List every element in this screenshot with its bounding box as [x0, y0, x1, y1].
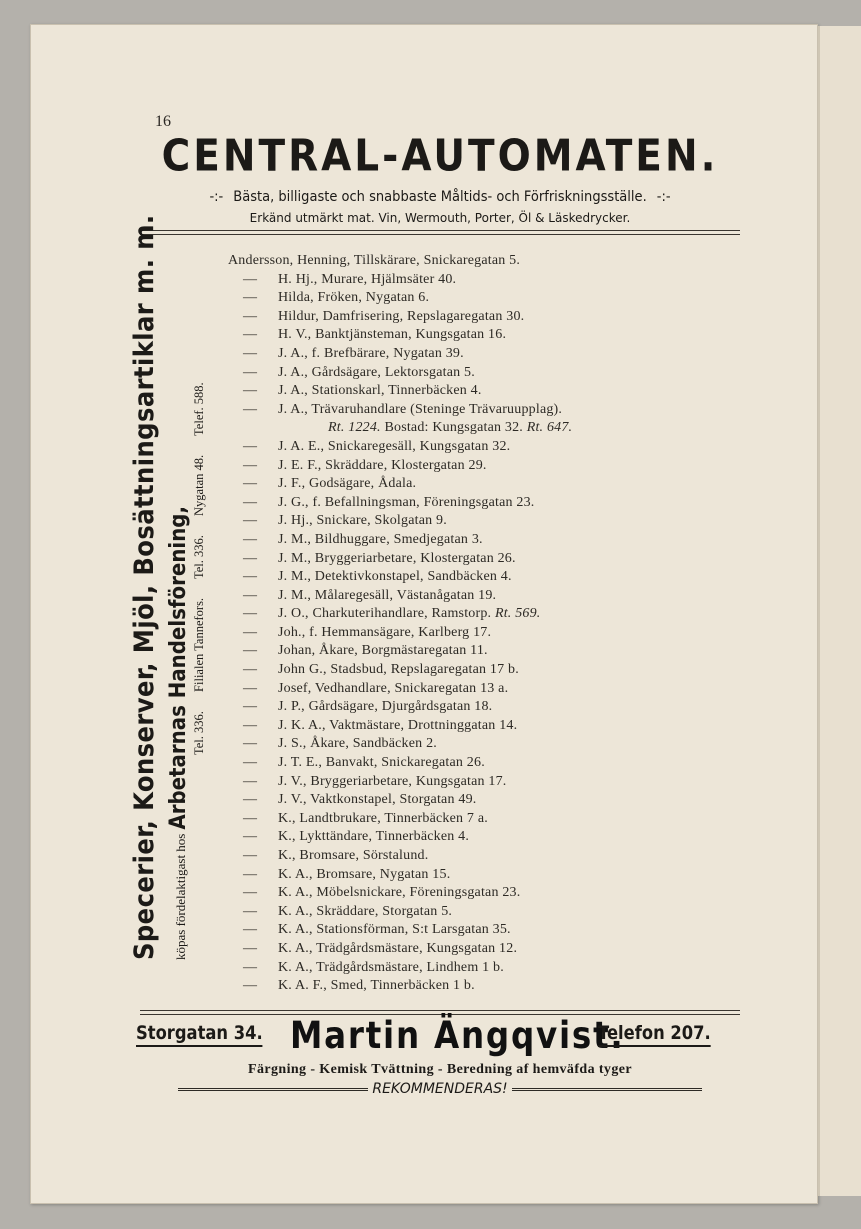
entry-text: Hilda, Fröken, Nygatan 6.	[278, 290, 430, 306]
directory-entry	[228, 289, 788, 308]
entry-dash: —	[243, 476, 258, 492]
footer-ad-recommend	[140, 1081, 740, 1097]
entry-text-part: Rt. 647.	[526, 420, 573, 436]
entry-dash: —	[243, 959, 258, 975]
entry-dash: —	[243, 866, 258, 882]
tagline-deco-right: -:-	[656, 189, 671, 205]
directory-entry	[228, 698, 788, 717]
entry-dash: —	[243, 624, 258, 640]
entry-dash: —	[243, 550, 258, 566]
entry-text: K. A., Trädgårdsmästare, Kungsgatan 12.	[278, 940, 518, 956]
directory-entry	[228, 308, 788, 327]
directory-entry	[228, 475, 788, 494]
directory-entry	[228, 810, 788, 829]
entry-text: J. G., f. Befallningsman, Föreningsgatan 23.	[278, 494, 535, 510]
entry-text: J. M., Bryggeriarbetare, Klostergatan 26.	[278, 550, 516, 566]
footer-ad-phone: Telefon 207.	[598, 1022, 711, 1047]
entry-text: J. A., Stationskarl, Tinnerbäcken 4.	[278, 383, 482, 399]
directory-entry	[228, 977, 788, 996]
directory-entry	[228, 401, 788, 420]
directory-entry	[228, 271, 788, 290]
directory-entries	[228, 252, 788, 996]
entry-text: K. A. F., Smed, Tinnerbäcken 1 b.	[278, 978, 475, 994]
entry-text: J. M., Målaregesäll, Västanågatan 19.	[278, 587, 497, 603]
entry-text: Johan, Åkare, Borgmästaregatan 11.	[278, 643, 488, 659]
entry-dash: —	[243, 662, 258, 678]
entry-text: Hildur, Damfrisering, Repslagaregatan 30.	[278, 308, 525, 324]
entry-dash: —	[243, 438, 258, 454]
entry-dash: —	[243, 829, 258, 845]
entry-text: J. K. A., Vaktmästare, Drottninggatan 14.	[278, 717, 518, 733]
directory-entry	[228, 512, 788, 531]
directory-entry	[228, 661, 788, 680]
footer-rule-top	[140, 1010, 740, 1011]
directory-entry	[228, 735, 788, 754]
entry-text: J. Hj., Snickare, Skolgatan 9.	[278, 513, 447, 529]
entry-text: J. A., f. Brefbärare, Nygatan 39.	[278, 345, 464, 361]
sidebar-phone-item: Telef. 588.	[192, 382, 206, 436]
entry-dash: —	[243, 513, 258, 529]
sidebar-phone-item: Tel. 336.	[192, 535, 206, 580]
sidebar-phone-item: Tel. 336.	[192, 711, 206, 755]
header-rule-bottom	[140, 234, 740, 235]
directory-entry	[228, 642, 788, 661]
entry-text: J. M., Bildhuggare, Smedjegatan 3.	[278, 531, 483, 547]
entry-text-part: J. O., Charkuterihandlare, Ramstorp.	[278, 606, 495, 622]
recommend-text: REKOMMENDERAS!	[372, 1081, 508, 1097]
sidebar-phones	[187, 235, 211, 755]
ad-subline: Erkänd utmärkt mat. Vin, Wermouth, Porter, Öl & Läskedrycker.	[249, 211, 631, 225]
directory-entry	[228, 326, 788, 345]
entry-text: Joh., f. Hemmansägare, Karlberg 17.	[278, 624, 492, 640]
entry-dash: —	[243, 940, 258, 956]
entry-dash: —	[243, 699, 258, 715]
directory-entry	[228, 791, 788, 810]
page-number: 16	[155, 113, 171, 130]
recommend-rule-right	[512, 1088, 702, 1091]
entry-text	[278, 605, 541, 624]
entry-dash: —	[243, 606, 258, 622]
entry-dash: —	[243, 271, 258, 287]
entry-text	[328, 419, 572, 438]
directory-entry	[228, 587, 788, 606]
entry-text: J. E. F., Skräddare, Klostergatan 29.	[278, 457, 487, 473]
directory-entry	[228, 457, 788, 476]
directory-entry	[228, 438, 788, 457]
tagline-deco-left: -:-	[209, 189, 224, 205]
entry-dash: —	[243, 922, 258, 938]
recommend-rule-left	[178, 1088, 368, 1091]
entry-dash: —	[243, 327, 258, 343]
sidebar-phone-item: Nygatan 48.	[192, 454, 206, 516]
footer-ad-name: Martin Ängqvist.	[290, 1014, 625, 1057]
directory-entry	[228, 940, 788, 959]
entry-text: J. T. E., Banvakt, Snickaregatan 26.	[278, 755, 485, 771]
entry-text: John G., Stadsbud, Repslagaregatan 17 b.	[278, 662, 519, 678]
entry-dash: —	[243, 773, 258, 789]
directory-entry	[228, 364, 788, 383]
sidebar-ad-main: Specerier, Konserver, Mjöl, Bosättningsartiklar m. m.	[129, 214, 160, 960]
entry-text: H. V., Banktjänsteman, Kungsgatan 16.	[278, 327, 507, 343]
directory-entry	[228, 959, 788, 978]
entry-text: K. A., Bromsare, Nygatan 15.	[278, 866, 451, 882]
entry-text: J. F., Godsägare, Ådala.	[278, 476, 417, 492]
entry-dash: —	[243, 755, 258, 771]
entry-text-part: Bostad: Kungsgatan 32.	[380, 420, 527, 436]
ad-title: CENTRAL-AUTOMATEN.	[161, 131, 719, 182]
entry-dash: —	[243, 383, 258, 399]
entry-text: J. S., Åkare, Sandbäcken 2.	[278, 736, 437, 752]
entry-text: K. A., Möbelsnickare, Föreningsgatan 23.	[278, 885, 521, 901]
entry-dash: —	[243, 457, 258, 473]
ad-tagline	[140, 189, 740, 205]
entry-dash: —	[243, 717, 258, 733]
directory-entry	[228, 568, 788, 587]
directory-entry	[228, 903, 788, 922]
entry-dash: —	[243, 290, 258, 306]
directory-entry	[228, 866, 788, 885]
entry-dash: —	[243, 792, 258, 808]
directory-entry	[228, 550, 788, 569]
directory-entry	[228, 419, 788, 438]
entry-text-part: Rt. 569.	[494, 606, 541, 622]
entry-text: H. Hj., Murare, Hjälmsäter 40.	[278, 271, 457, 287]
directory-entry	[228, 345, 788, 364]
entry-dash: —	[243, 978, 258, 994]
tagline-text: Bästa, billigaste och snabbaste Måltids- och Förfriskningsställe.	[233, 189, 647, 205]
entry-dash: —	[243, 569, 258, 585]
entry-dash: —	[243, 401, 258, 417]
entry-text-part: Rt. 1224.	[328, 420, 381, 436]
directory-entry	[228, 921, 788, 940]
directory-entry	[228, 847, 788, 866]
entry-dash: —	[243, 885, 258, 901]
entry-text: K. A., Stationsförman, S:t Larsgatan 35.	[278, 922, 511, 938]
directory-entry	[228, 773, 788, 792]
directory-entry	[228, 252, 788, 271]
entry-dash: —	[243, 308, 258, 324]
directory-entry	[228, 884, 788, 903]
directory-entry	[228, 531, 788, 550]
entry-text: K., Lykttändare, Tinnerbäcken 4.	[278, 829, 470, 845]
entry-dash: —	[243, 531, 258, 547]
entry-dash: —	[243, 345, 258, 361]
directory-entry	[228, 605, 788, 624]
directory-entry	[228, 624, 788, 643]
entry-text: K. A., Skräddare, Storgatan 5.	[278, 903, 453, 919]
entry-text: J. P., Gårdsägare, Djurgårdsgatan 18.	[278, 699, 493, 715]
directory-entry	[228, 828, 788, 847]
entry-dash: —	[243, 903, 258, 919]
entry-text: J. V., Bryggeriarbetare, Kungsgatan 17.	[278, 773, 507, 789]
entry-text: J. A., Trävaruhandlare (Steninge Trävaruupplag).	[278, 401, 563, 417]
sidebar-phone-item: Filialen Tannefors.	[192, 597, 206, 692]
entry-dash: —	[243, 494, 258, 510]
adjacent-page-edge	[818, 26, 861, 1196]
entry-text: K. A., Trädgårdsmästare, Lindhem 1 b.	[278, 959, 504, 975]
entry-text: J. V., Vaktkonstapel, Storgatan 49.	[278, 792, 477, 808]
entry-dash: —	[243, 848, 258, 863]
entry-dash: —	[243, 810, 258, 826]
entry-dash: —	[243, 587, 258, 603]
entry-dash: —	[243, 364, 258, 380]
entry-dash: —	[243, 680, 258, 696]
entry-text: Josef, Vedhandlare, Snickaregatan 13 a.	[278, 680, 509, 696]
entry-text: K., Landtbrukare, Tinnerbäcken 7 a.	[278, 810, 488, 826]
header-rule-top	[140, 230, 740, 231]
entry-text: J. A. E., Snickaregesäll, Kungsgatan 32.	[278, 438, 511, 454]
entry-text: Andersson, Henning, Tillskärare, Snickaregatan 5.	[228, 253, 521, 268]
entry-dash: —	[243, 643, 258, 659]
sidebar-sub-name: Arbetarnas Handelsförening,	[166, 506, 191, 830]
footer-ad-street: Storgatan 34.	[136, 1022, 263, 1047]
entry-text: J. M., Detektivkonstapel, Sandbäcken 4.	[278, 569, 512, 585]
directory-entry	[228, 680, 788, 699]
directory-entry	[228, 754, 788, 773]
entry-text: J. A., Gårdsägare, Lektorsgatan 5.	[278, 364, 475, 380]
directory-entry	[228, 717, 788, 736]
entry-dash: —	[243, 736, 258, 752]
directory-entry	[228, 494, 788, 513]
footer-ad-services: Färgning - Kemisk Tvättning - Beredning af hemväfda tyger	[248, 1062, 632, 1077]
sidebar-sub-prefix: köpas fördelaktigast hos	[173, 833, 188, 960]
directory-entry	[228, 382, 788, 401]
entry-text: K., Bromsare, Sörstalund.	[278, 848, 429, 863]
